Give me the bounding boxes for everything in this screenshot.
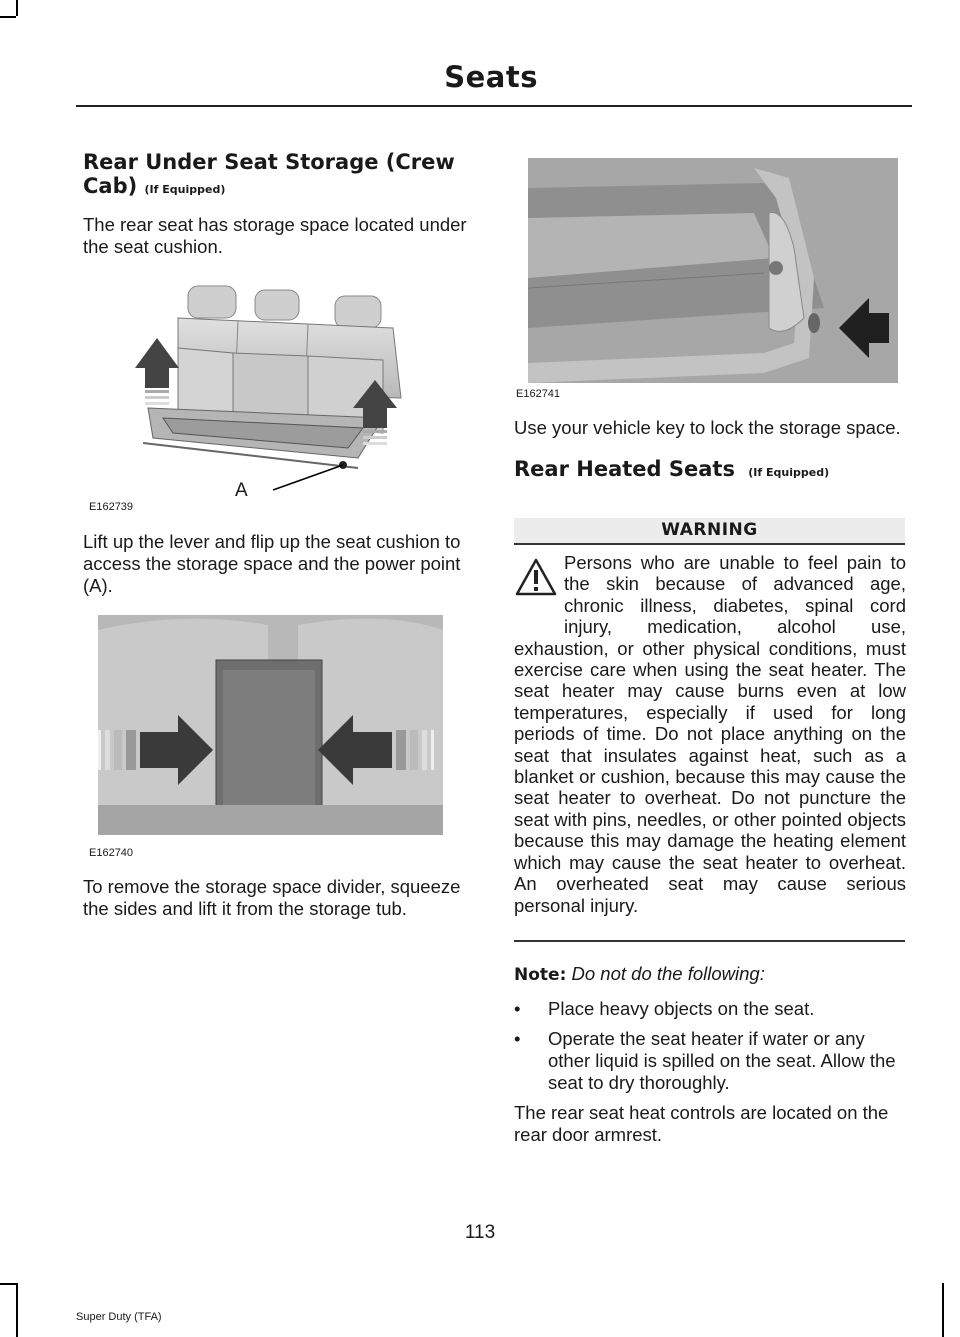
warning-bottom-divider (514, 940, 905, 942)
figure-id: E162740 (89, 847, 134, 859)
crop-mark (942, 1283, 944, 1337)
list-item: • Place heavy objects on the seat. (514, 998, 905, 1020)
note-label: Note: (514, 965, 567, 985)
footer-model: Super Duty (TFA) (76, 1311, 162, 1323)
figure-id: E162739 (89, 501, 134, 513)
warning-text (514, 552, 906, 916)
lock-paragraph: Use your vehicle key to lock the storage space. (514, 417, 901, 438)
icon-space (514, 552, 564, 618)
divider-text-block (83, 876, 468, 920)
storage-tub-illustration (514, 158, 905, 403)
left-column (83, 150, 468, 258)
note-list (514, 998, 905, 1094)
section-heading-heated (514, 457, 905, 485)
lever-paragraph: Lift up the lever and flip up the seat cushion to access the storage space and the power point (A). (83, 531, 461, 596)
rear-seat-illustration (83, 268, 468, 518)
note-block (514, 963, 905, 1146)
page-number: 113 (464, 1222, 496, 1243)
crop-mark (16, 0, 18, 16)
warning-body: Persons who are unable to feel pain to the skin because of advanced age, chronic illness, diabetes, spinal cord injury, medication, alcohol use, exhaustion, or other physical conditions, must exercise care when using the seat heater. The seat heater may cause burns even at low temperatures, especially if used for long periods of time. Do not place anything on the seat that insulates against heat, such as a blanket or cushion, because this may cause the seat heater to overheat. Do not puncture the seat with pins, needles, or other pointed objects because this may damage the heating element which may cause the seat heater to overheat. An overheated seat may cause serious personal injury. (514, 552, 906, 916)
controls-paragraph: The rear seat heat controls are located on the rear door armrest. (514, 1102, 889, 1145)
page-title: Seats (444, 60, 538, 94)
crop-mark (16, 1283, 18, 1337)
note-text: Do not do the following: (571, 963, 765, 984)
warning-title: WARNING (514, 518, 905, 543)
heading-text: Rear Heated Seats (514, 457, 735, 481)
figure-storage-divider (83, 610, 468, 865)
storage-divider-illustration (83, 610, 468, 865)
header-divider (76, 105, 912, 107)
note-paragraph (514, 963, 905, 986)
crop-mark (0, 1283, 16, 1285)
intro-paragraph: The rear seat has storage space located under the seat cushion. (83, 214, 467, 257)
if-equipped-tag: (If Equipped) (748, 466, 830, 479)
callout-label-a: A (235, 480, 248, 501)
figure-rear-seat (83, 268, 468, 518)
section-heading-storage (83, 150, 468, 202)
warning-divider (514, 543, 905, 545)
heading-text: Rear Under Seat Storage (Crew Cab) (83, 150, 455, 198)
crop-mark (0, 16, 16, 18)
figure-storage-tub (514, 158, 905, 403)
if-equipped-tag: (If Equipped) (144, 183, 226, 196)
divider-paragraph: To remove the storage space divider, squeeze the sides and lift it from the storage tub. (83, 876, 461, 919)
list-item: • Operate the seat heater if water or any other liquid is spilled on the seat. Allow the seat to dry thoroughly. (514, 1028, 905, 1094)
figure-id: E162741 (516, 388, 561, 400)
right-column (514, 417, 905, 485)
lever-text-block (83, 531, 468, 597)
